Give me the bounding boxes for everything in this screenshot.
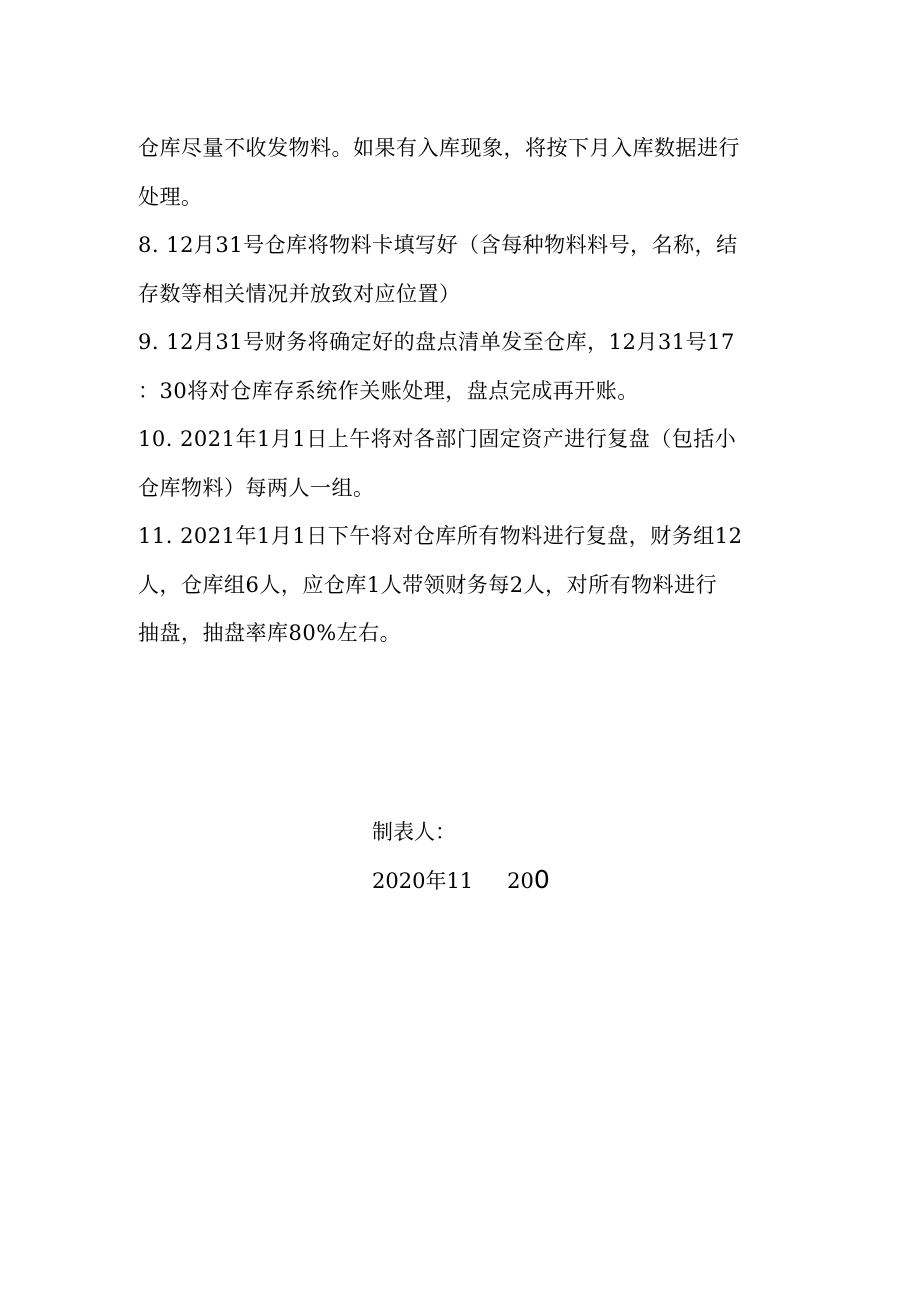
preparer-label: 制表人：	[372, 820, 456, 844]
text-line-9: 11. 2021年1月1日下午将对仓库所有物料进行复盘，财务组12	[138, 524, 743, 548]
text-line-4: 存数等相关情况并放致对应位置）	[138, 281, 461, 306]
document-body	[138, 124, 788, 658]
text-line-3: 8. 12月31号仓库将物料卡填写好（含每种物料料号，名称，结	[138, 233, 738, 257]
signature-date	[372, 856, 672, 904]
signature-block	[372, 808, 672, 904]
text-line-8: 仓库物料）每两人一组。	[138, 475, 375, 500]
date-trailing-digits: 20	[507, 869, 534, 893]
text-line-6: ：30将对仓库存系统作关账处理，盘点完成再开账。	[138, 378, 639, 403]
text-line-5: 9. 12月31号财务将确定好的盘点清单发至仓库，12月31号17	[138, 330, 735, 354]
date-year-month: 2020年11	[372, 869, 474, 893]
text-line-11: 抽盘，抽盘率库80%左右。	[138, 621, 402, 645]
text-line-7: 10. 2021年1月1日上午将对各部门固定资产进行复盘（包括小	[138, 427, 737, 451]
date-trailing-zero: 0	[533, 865, 550, 894]
text-line-10: 人，仓库组6人，应仓库1人带领财务每2人，对所有物料进行	[138, 572, 718, 597]
text-line-1: 仓库尽量不收发物料。如果有入库现象，将按下月入库数据进行	[138, 136, 740, 160]
text-line-2: 处理。	[138, 184, 203, 209]
